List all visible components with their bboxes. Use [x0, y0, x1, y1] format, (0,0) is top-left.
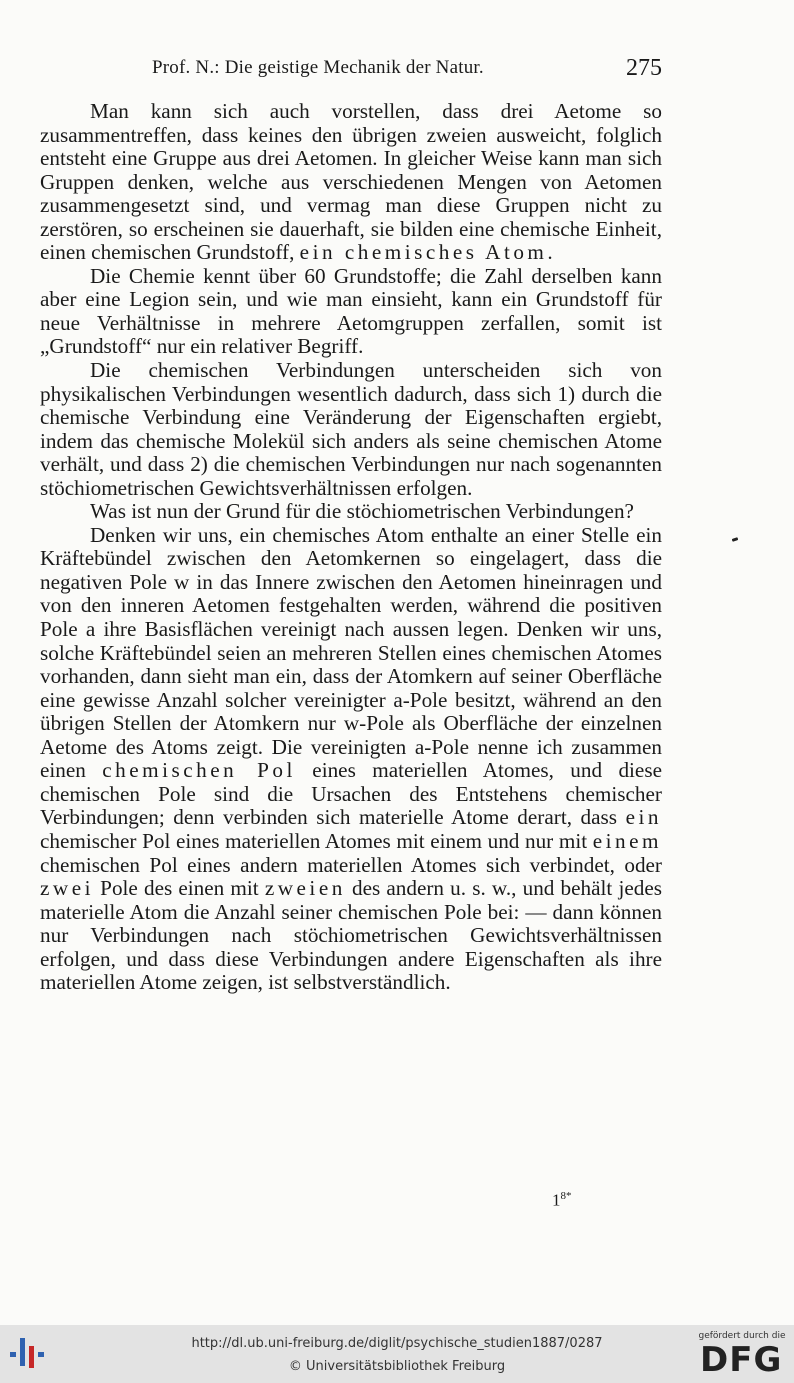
page-number: 275 — [626, 55, 662, 81]
signature-base: 1 — [552, 1190, 561, 1210]
signature-mark — [552, 1190, 572, 1211]
margin-mark — [732, 537, 739, 542]
paragraph-text: . — [547, 240, 553, 265]
permalink[interactable]: http://dl.ub.uni-freiburg.de/diglit/psychische_studien1887/0287 — [191, 1336, 603, 1351]
dfg-caption: gefördert durch die — [698, 1331, 786, 1341]
emphasized-text: zweien — [264, 876, 346, 901]
footer-bar — [0, 1325, 794, 1383]
emphasized-text: ein — [625, 805, 662, 830]
emphasized-text: einem — [592, 828, 662, 853]
running-title: Prof. N.: Die geistige Mechanik der Natur. — [152, 57, 484, 78]
paragraph-text: eines materiellen Atomes, und diese chemischen Pole sind die Ursachen des Entstehens chemischer Verbindungen; denn verbinden sich materielle Atome derart, dass — [40, 758, 662, 830]
paragraph-text: des andern u. s. w., und behält jedes materielle Atom die Anzahl seiner chemischen Pole bei: — dann können nur Verbindungen nach stöchiometrischen Gewichtsverhältnissen erfolgen, und dass diese Verbindungen andere Eigenschaften als ihre materiellen Atome zeigen, ist selbstverständlich. — [40, 876, 662, 995]
dfg-logo — [696, 1331, 788, 1379]
paragraph — [40, 524, 662, 995]
paragraph-text: Die Chemie kennt über 60 Grundstoffe; die Zahl derselben kann aber eine Legion sein, und wie man einsieht, kann ein Grundstoff für neue Verhältnisse in mehrere Aetomgruppen zerfallen, somit ist „Grundstoff“ nur ein relativer Begriff. — [40, 263, 662, 359]
paragraph — [40, 100, 662, 265]
paragraph — [40, 359, 662, 500]
paragraph-text: Man kann sich auch vorstellen, dass drei Aetome so zusammentreffen, dass keines den übrigen zweien ausweicht, folglich entsteht eine Gruppe aus drei Aetomen. In gleicher Weise kann man sich Gruppen denken, welche aus verschiedenen Mengen von Aetomen zusammengesetzt sind, und vermag man diese Gruppen nicht zu zerstören, so erscheinen sie dauerhaft, sie bilden eine chemische Einheit, einen chemischen Grundstoff, — [40, 99, 662, 265]
paragraph — [40, 265, 662, 359]
copyright-notice: © Universitätsbibliothek Freiburg — [288, 1359, 506, 1374]
paragraph-text: Was ist nun der Grund für die stöchiometrischen Verbindungen? — [90, 499, 634, 524]
paragraph-text: Die chemischen Verbindungen unterscheiden sich von physikalischen Verbindungen wesentlich dadurch, dass sich 1) durch die chemische Verbindung eine Veränderung der Eigenschaften ergiebt, indem das chemische Molekül sich anders als seine chemischen Atome verhält, und dass 2) die chemischen Verbindungen nur nach sogenannten stöchiometrischen Gewichtsverhältnissen erfolgen. — [40, 358, 662, 500]
paragraph-text: Pole des einen mit — [94, 876, 265, 901]
emphasized-text: chemischen Pol — [102, 758, 296, 783]
dfg-logo-text: DFG — [700, 1340, 783, 1380]
paragraph-text: Denken wir uns, ein chemisches Atom enthalte an einer Stelle ein Kräftebündel zwischen den Aetomkernen so eingelagert, dass die negativen Pole w in das Innere zwischen den Aetomen hineinragen und von den inneren Aetomen festgehalten werden, während die positiven Pole a ihre Basisflächen vereinigt nach aussen legen. Denken wir uns, solche Kräftebündel seien an mehreren Stellen eines chemischen Atomes vorhanden, dann sieht man ein, dass der Atomkern auf seiner Oberfläche eine gewisse Anzahl solcher vereinigter a-Pole besitzt, während an den übrigen Stellen der Atomkern nur w-Pole als Oberfläche der einzelnen Aetome des Atoms zeigt. Die vereinigten a-Pole nenne ich zusammen einen — [40, 522, 662, 783]
body-text — [40, 100, 662, 995]
paragraph-text: chemischen Pol eines andern materiellen Atomes sich verbindet, oder — [40, 852, 662, 877]
signature-sup: 8* — [560, 1190, 572, 1202]
running-head — [40, 52, 662, 86]
paragraph-text: chemischer Pol eines materiellen Atomes mit einem und nur mit — [40, 828, 593, 853]
paragraph — [40, 500, 662, 524]
emphasized-text: zwei — [40, 876, 94, 901]
emphasized-text: ein chemisches Atom — [299, 240, 548, 265]
